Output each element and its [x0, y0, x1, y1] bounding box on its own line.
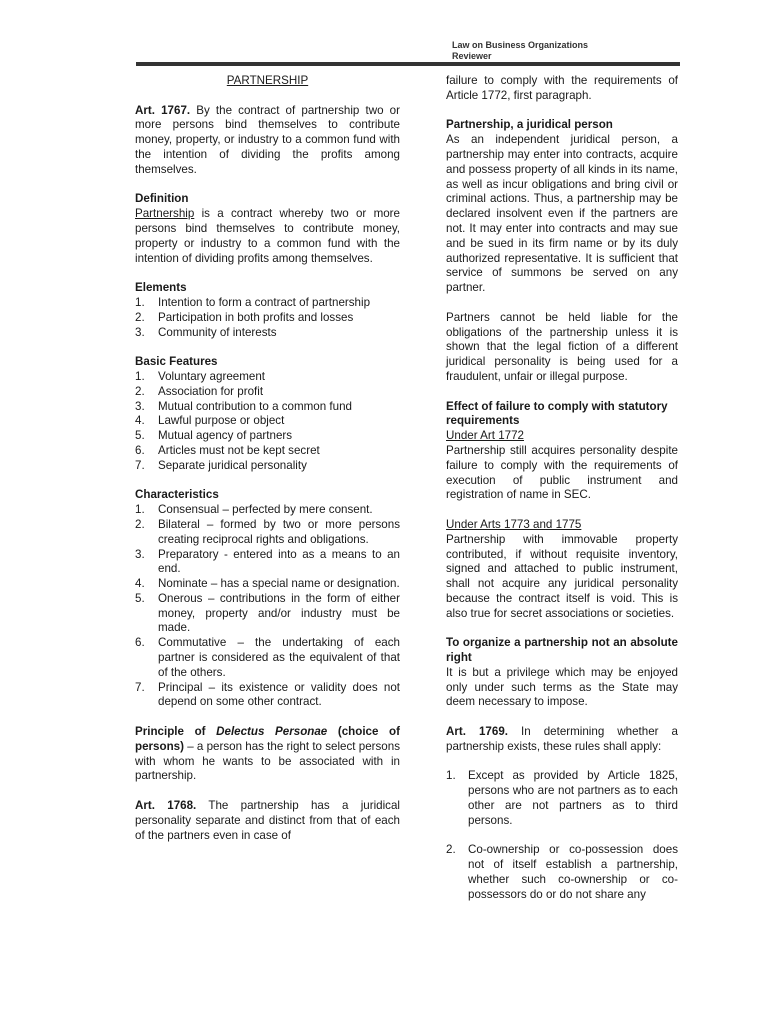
- art-1767-paragraph: Art. 1767. By the contract of partnership two or more persons bind themselves to contribute money, property, or industry to a common fund with the intention of dividing the profits among themselves.: [135, 103, 400, 176]
- page-title: PARTNERSHIP: [226, 74, 309, 87]
- header-line-2: Reviewer: [452, 51, 492, 61]
- list-item: 1. Consensual – perfected by mere consent.: [135, 503, 373, 517]
- header-rule: [136, 62, 680, 66]
- partners-liability-paragraph: Partners cannot be held liable for the obligations of the partnership unless it is shown that the legal fiction of a different juridical personality is being used for a fraudulent, unfair or illegal purpose.: [446, 310, 678, 383]
- list-item: 5. Onerous – contributions in the form of either money, property and/or industry must be made.: [135, 591, 400, 635]
- list-item: 1. Except as provided by Article 1825, persons who are not partners as to each other are not partners as to third persons.: [446, 769, 678, 827]
- definition-paragraph: Partnership is a contract whereby two or more persons bind themselves to contribute money, property or industry to a common fund with the intention of dividing profits among themselves.: [135, 207, 400, 265]
- basic-features-heading: Basic Features: [135, 355, 218, 369]
- art-1769-paragraph: Art. 1769. In determining whether a partnership exists, these rules shall apply:: [446, 725, 679, 753]
- list-item: 2. Association for profit: [135, 384, 264, 398]
- characteristics-list: [135, 503, 400, 710]
- art-1768-continuation: failure to comply with the requirements of Article 1772, first paragraph.: [446, 74, 678, 102]
- left-column: [135, 74, 400, 843]
- art-1768-paragraph: Art. 1768. The partnership has a juridical personality separate and distinct from that of each of the partners even in case of: [135, 799, 400, 842]
- elements-heading: Elements: [135, 281, 187, 295]
- under-arts-1773-1775-heading: Under Arts 1773 and 1775: [446, 517, 582, 531]
- definition-heading: Definition: [135, 192, 189, 206]
- organize-partnership-heading: To organize a partnership not an absolute right: [446, 636, 678, 665]
- list-item: 7. Separate juridical personality: [135, 458, 307, 472]
- list-item: 3. Community of interests: [135, 325, 277, 339]
- list-item: 2. Bilateral – formed by two or more persons creating reciprocal rights and obligations.: [135, 517, 400, 546]
- list-item: 5. Mutual agency of partners: [135, 429, 293, 443]
- running-header: [452, 40, 588, 62]
- list-item: 6. Articles must not be kept secret: [135, 443, 320, 457]
- delectus-personae-paragraph: Principle of Delectus Personae (choice of persons) – a person has the right to select persons with whom he wants to be associated with in partnership.: [135, 725, 401, 783]
- list-item: 2. Participation in both profits and losses: [135, 310, 354, 324]
- juridical-person-heading: Partnership, a juridical person: [446, 118, 613, 132]
- list-item: 1. Intention to form a contract of partnership: [135, 295, 371, 309]
- list-item: 7. Principal – its existence or validity does not depend on some other contract.: [135, 680, 400, 709]
- basic-features-list: [135, 370, 400, 474]
- list-item: 4. Nominate – has a special name or designation.: [135, 577, 400, 591]
- list-item: 2. Co-ownership or co-possession does not of itself establish a partnership, whether such co-ownership or co-possessors do or do not share any: [446, 843, 678, 901]
- header-line-1: Law on Business Organizations: [452, 40, 589, 50]
- elements-list: [135, 296, 400, 340]
- art-1769-rules-list: [446, 769, 678, 902]
- list-item: 3. Mutual contribution to a common fund: [135, 399, 352, 413]
- right-column: [446, 74, 678, 903]
- list-item: 4. Lawful purpose or object: [135, 414, 285, 428]
- juridical-person-paragraph: As an independent juridical person, a partnership may enter into contracts, acquire and possess property of all kinds in its name, as well as incur obligations and bring civil or criminal actions. Thus, a partnership may be declared insolvent even if the partners are not. It may enter into contracts and may sue and be sued in its firm name or by its duly authorized representative. It is sufficient that service of summons be served on any partner.: [446, 133, 678, 295]
- effect-of-failure-heading: Effect of failure to comply with statutory requirements: [446, 399, 668, 428]
- list-item: 1. Voluntary agreement: [135, 369, 265, 383]
- list-item: 6. Commutative – the undertaking of each partner is considered as the equivalent of that of the others.: [135, 636, 400, 679]
- characteristics-heading: Characteristics: [135, 488, 219, 502]
- organize-partnership-paragraph: It is but a privilege which may be enjoyed only under such terms as the State may deem necessary to impose.: [446, 665, 678, 709]
- under-art-1772-paragraph: Partnership still acquires personality despite failure to comply with the requirements of execution of public instrument and registration of name in SEC.: [446, 443, 678, 502]
- under-art-1772-heading: Under Art 1772: [446, 429, 524, 443]
- list-item: 3. Preparatory - entered into as a means to an end.: [135, 547, 400, 576]
- under-arts-1773-1775-paragraph: Partnership with immovable property contributed, if without requisite inventory, signed and attached to public instrument, shall not acquire any juridical personality because the contract itself is void. This is also true for secret associations or societies.: [446, 532, 678, 620]
